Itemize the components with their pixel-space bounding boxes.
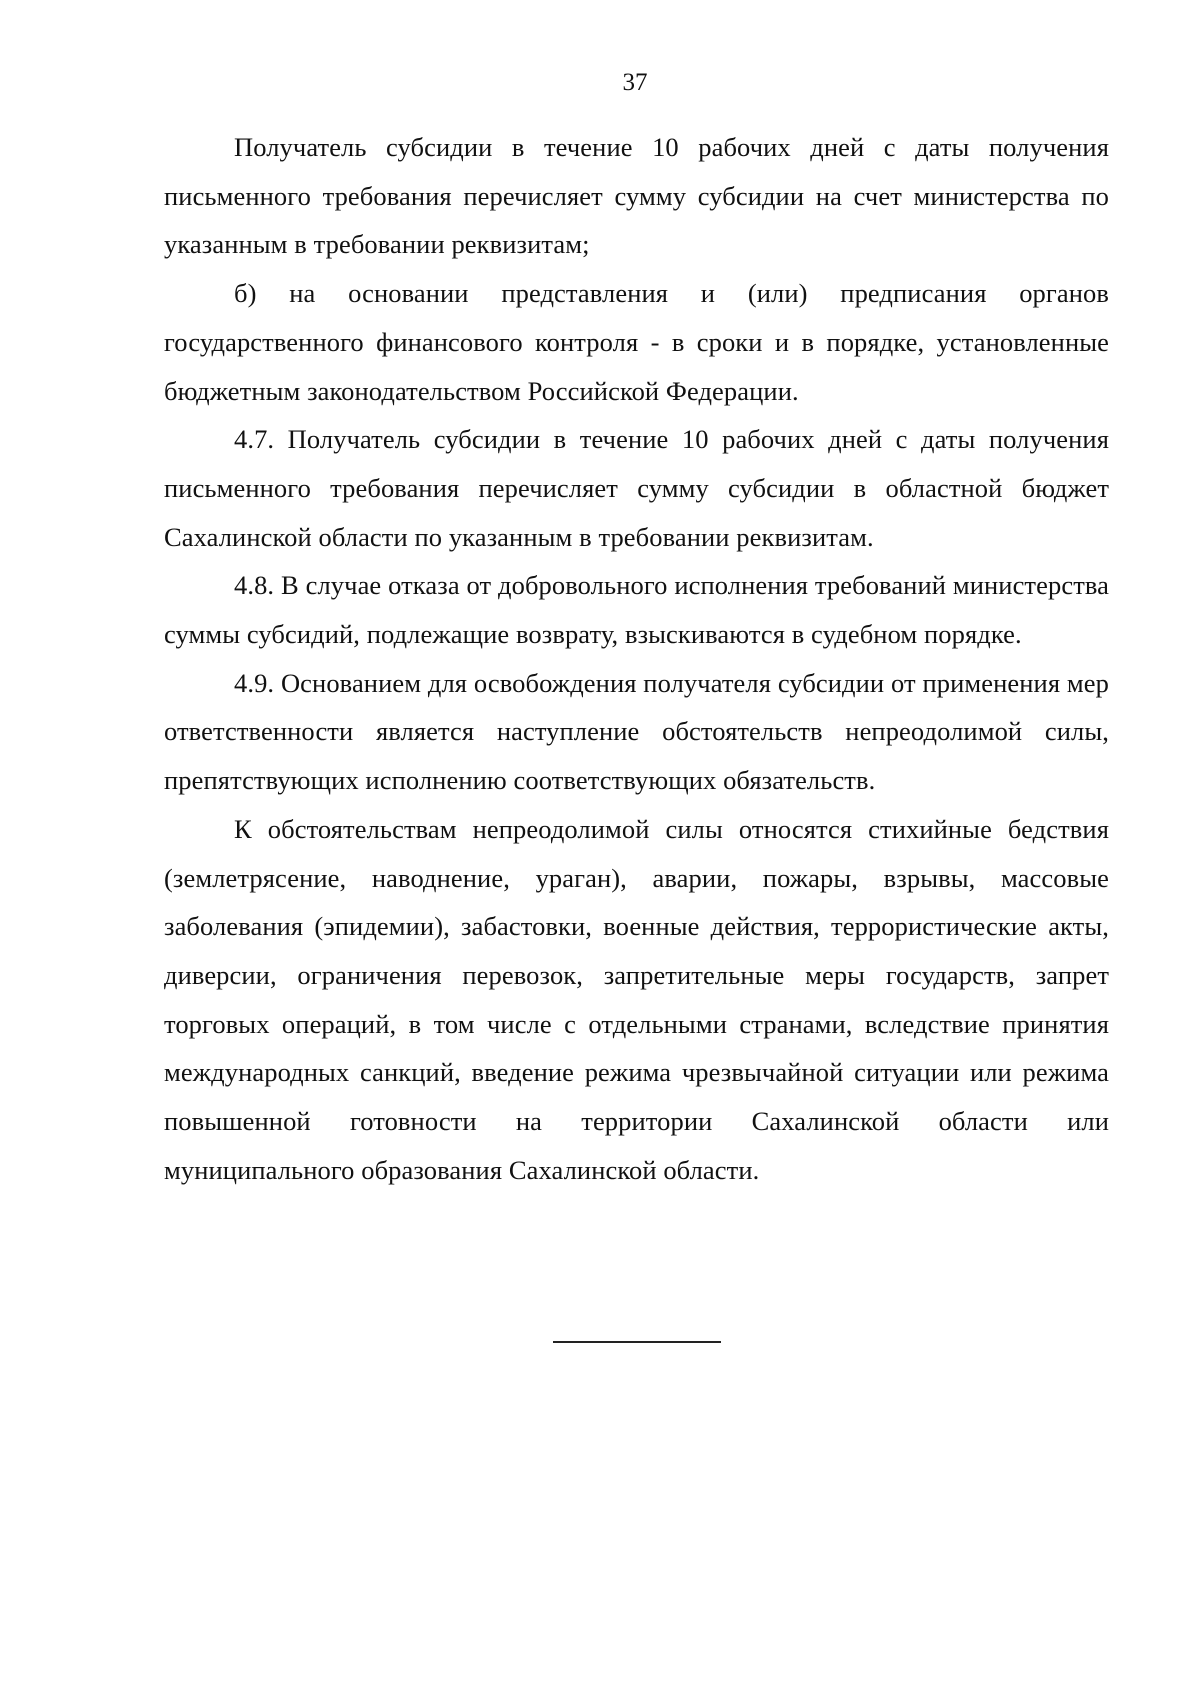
paragraph-4-8: 4.8. В случае отказа от добровольного исполнения требований министерства суммы субсидий, подлежащие возврату, взыскиваются в судебном порядке. <box>164 570 1109 650</box>
page-number: 37 <box>622 69 648 96</box>
end-of-document-rule <box>553 1341 721 1343</box>
paragraph-4-7: 4.7. Получатель субсидии в течение 10 рабочих дней с даты получения письменного требования перечисляет сумму субсидии в областной бюджет Сахалинской области по указанным в требовании реквизитам. <box>164 424 1109 552</box>
paragraph-item-b: б) на основании представления и (или) предписания органов государственного финансового контроля - в сроки и в порядке, установленные бюджетным законодательством Российской Федерации. <box>164 278 1109 406</box>
paragraph-force-majeure: К обстоятельствам непреодолимой силы относятся стихийные бедствия (землетрясение, наводнение, ураган), аварии, пожары, взрывы, массовые заболевания (эпидемии), забастовки, военные действия, террористические акты, диверсии, ограничения перевозок, запретительные меры государств, запрет торговых операций, в том числе с отдельными странами, вследствие принятия международных санкций, введение режима чрезвычайной ситуации или режима повышенной готовности на территории Сахалинской области или муниципального образования Сахалинской области. <box>164 813 1109 1185</box>
paragraph-refund-term: Получатель субсидии в течение 10 рабочих дней с даты получения письменного требования перечисляет сумму субсидии на счет министерства по указанным в требовании реквизитам; <box>164 132 1109 260</box>
paragraph-4-9: 4.9. Основанием для освобождения получателя субсидии от применения мер ответственности является наступление обстоятельств непреодолимой силы, препятствующих исполнению соответствующих обязательств. <box>164 667 1109 796</box>
document-body <box>164 123 1109 1194</box>
